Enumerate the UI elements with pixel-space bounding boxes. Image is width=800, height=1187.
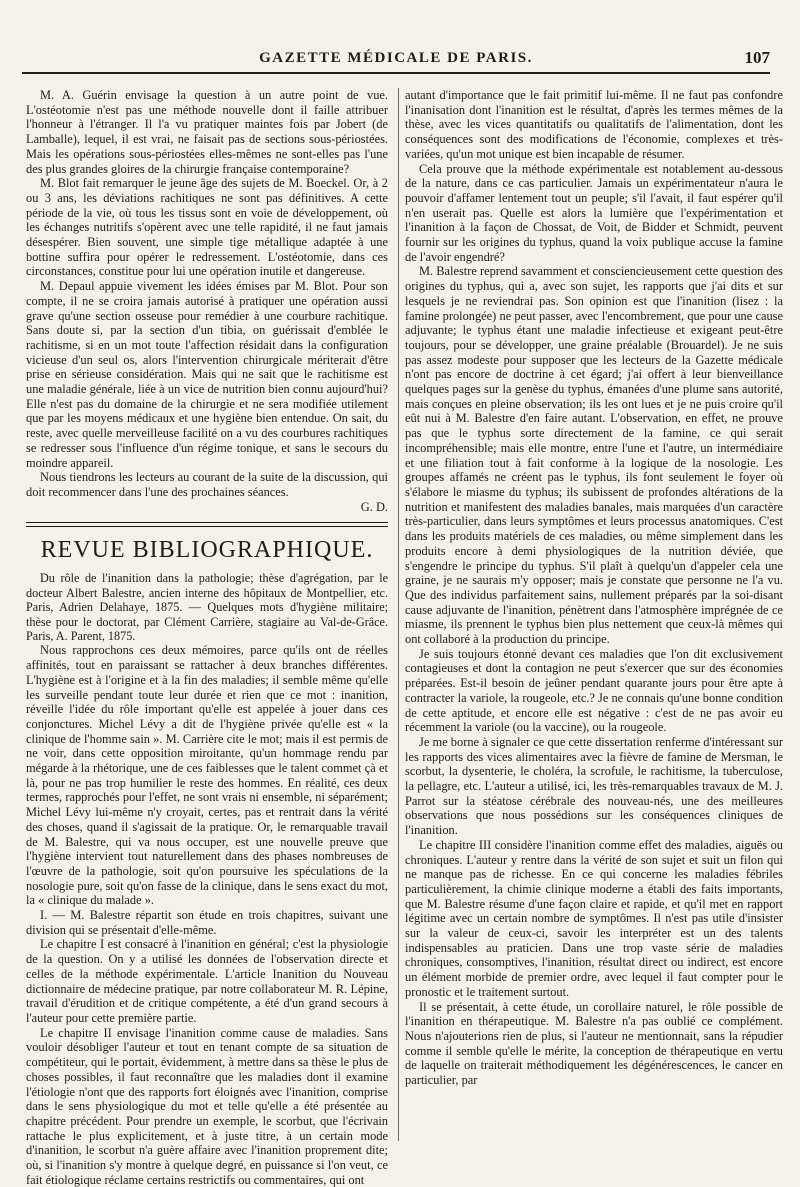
review-paragraph: Je me borne à signaler ce que cette dissertation renferme d'intéressant sur les rapports des vices alimentaires avec la fièvre de famine de Mersman, le scorbut, la dysenterie, le choléra, la scrofule, le rachitisme, la tuberculose, la pellagre, etc. L'auteur a utilisé, ici, les très-remarquables travaux de M. J. Parrot sur la stéatose cérébrale des nouveau-nés, une des meilleures observations que nous possédions sur les conséquences cliniques de l'inanition.: [405, 734, 783, 838]
discussion-paragraph: M. Depaul appuie vivement les idées émises par M. Blot. Pour son compte, il ne se croira jamais autorisé à pratiquer une opération aussi grave qu'une section osseuse pour remédier à une courbure rachitique. Sans doute si, par la section d'un tibia, on guérissait d'emblée le rachitisme, si en un mot toute l'affection résidait dans la configuration vicieuse d'un seul os, alors l'intervention chirurgicale mériterait d'être prise en sérieuse considération. Mais qui ne sait que le rachitisme est une maladie générale, liée à un vice de nutrition bien connu aujourd'hui? Elle n'est pas du domaine de la chirurgie et ne sera modifiée utilement que par les moyens médicaux et une hygiène bien entendue. On sait, du reste, avec quelle merveilleuse facilité on a vu des courbures rachitiques se redresser sous l'influence d'un régime tonique, et sans le secours du moindre appareil.: [26, 279, 388, 470]
review-paragraph: Le chapitre II envisage l'inanition comme cause de maladies. Sans vouloir désobliger l'auteur et tout en tenant compte de sa situation de compétiteur, qui le portait, évidemment, à mettre dans sa thèse le plus de choses possibles, il faut reconnaître que les maladies dont il examine l'étiologie n'ont que des rapports fort éloignés avec l'inanition, comprise dans le sens physiologique du mot et telle qu'elle a été présentée au chapitre précédent. Pour prendre un exemple, le scorbut, que l'écrivain rattache le plus explicitement, et à juste titre, à un certain mode d'inanition, le scorbut n'a guère affaire avec l'inanition proprement dite; où, si l'inanition s'y montre à quelque degré, en puissance si l'on veut, ce fait étiologique réclame certains restrictifs ou commentaires, qui ont: [26, 1025, 388, 1187]
review-paragraph: autant d'importance que le fait primitif lui-même. Il ne faut pas confondre l'inanisation dont l'inanition est le résultat, d'après les termes mêmes de la thèse, avec les vices quantitatifs ou qualitatifs de l'alimentation, dont les conséquences sont des modifications de l'économie, complexes et très-variées, qu'un mot unique est bien incapable de résumer.: [405, 88, 783, 161]
review-paragraph: I. — M. Balestre répartit son étude en trois chapitres, suivant une division qui se présentait d'elle-même.: [26, 908, 388, 937]
signature: G. D.: [360, 499, 388, 514]
review-paragraph: Le chapitre I est consacré à l'inanition en général; c'est la physiologie de la question. On y a utilisé les données de l'observation directe et celles de la méthode expérimentale. L'article Inanition du Nouveau dictionnaire de médecine pratique, par notre collaborateur M. R. Lépine, travail d'érudition et de critique compétente, a été d'un grand secours à l'auteur pour cette première partie.: [26, 937, 388, 1025]
review-paragraph: Je suis toujours étonné devant ces maladies que l'on dit exclusivement contagieuses et dont la contagion ne peut s'exercer que sur des économies préparées. Est-il besoin de jeûner pendant quarante jours pour être apte à contracter la variole, la rougeole, etc.? Je ne connais qu'une bonne condition de cette aptitude, et encore elle est négative : c'est de ne pas avoir eu récemment la variole (ou la vaccine), ou la rougeole.: [405, 646, 783, 735]
section-divider: [26, 522, 388, 523]
review-paragraph: Il se présentait, à cette étude, un corollaire naturel, le rôle possible de l'inanition en thérapeutique. M. Balestre n'a pas oublié ce complément. Nous n'ajouterions rien de plus, si l'auteur ne mentionnait, sans la répudier comme il semble qu'elle le mérite, la conception de thérapeutique en vertu de laquelle on traiterait méthodiquement les dégénérescences, le cancer en particulier, par: [405, 999, 783, 1088]
review-paragraph: M. Balestre reprend savamment et consciencieusement cette question des origines du typhus, qui a, avec son sujet, les rapports que j'ai dits et sur lesquels je ne reviendrai pas. Son opinion est que l'inanition (lisez : la famine prolongée) ne peut passer, avec l'encombrement, que pour une cause adjuvante; le typhus étant une maladie infectieuse et exigeant peut-être toujours, pour se développer, une graine préalable (Brouardel). Je ne suis pas assez modeste pour supposer que les lecteurs de la Gazette médicale n'ont pas encore de doctrine à cet égard; j'ai offert à leur bienveillance quelques pages sur la genèse du typhus, émanées d'une plume sans autorité, mais conçues en pleine observation; ils les ont lues et je ne puis croire qu'il eût nui à M. Balestre d'en faire autant. L'observation, en effet, ne prouve pas que le typhus sorte directement de la famine, ce qui serait incompréhensible; mais elle montre, entre l'une et l'autre, un intermédiaire et une filiation tout à fait conforme à la logique de la nosologie. Les groupes affamés ne créent pas le typhus, ils font seulement le foyer où s'élabore le miasme du typhus; ils subissent de profondes altérations de la nutrition et manifestent des maladies banales, mais marquées d'un caractère très-particulier, dans leurs symptômes et leurs processus anatomiques. C'est dans les produits matériels de ces maladies, ou même simplement dans les produits encore à demi physiologiques de la nutrition déviée, que s'engendre le principe du typhus. S'il plaît à quelqu'un d'appeler cela une graine, je ne saurais m'y opposer; mais je constate que personne ne l'a vu. Que des individus parfaitement sains, nullement préparés par la soi-disant cause adjuvante de l'inanition, pénètrent dans l'atmosphère imprégnée de ce miasme, ils prennent le typhus bien plus nettement que ceux-là mêmes qui ont collaboré à la production du principe.: [405, 264, 783, 647]
left-column: [26, 88, 388, 1187]
page-header: [22, 50, 770, 74]
discussion-paragraph: M. Blot fait remarquer le jeune âge des sujets de M. Boeckel. Or, à 2 ou 3 ans, les déviations rachitiques ne sont pas définitives. A cette période de la vie, où tous les tissus sont en voie de développement, où les échanges nutritifs s'opèrent avec une telle rapidité, il ne faut jamais désespérer. Bien souvent, une simple tige métallique adaptée à une bottine suffira pour opérer le redressement. L'ostéotomie, dans ces circonstances, constitue pour lui une opération inutile et dangereuse.: [26, 176, 388, 279]
page-number: 107: [744, 48, 770, 67]
review-paragraph: Cela prouve que la méthode expérimentale est notablement au-dessous de la nature, dans ce cas particulier. Jamais un expérimentateur n'aura le pouvoir d'affamer lentement tout un peuple; s'il l'avait, il faut espérer qu'il n'en userait pas. Quelle est alors la lumière que l'expérimentation et l'inanition à la façon de Chossat, de Voit, de Bidder et Schmidt, peuvent fournir sur les origines du typhus, quand la voix publique accuse la famine de l'avoir engendré?: [405, 161, 783, 264]
section-title: REVUE BIBLIOGRAPHIQUE.: [40, 537, 374, 564]
discussion-paragraph: Nous tiendrons les lecteurs au courant de la suite de la discussion, qui doit recommencer dans l'une des prochaines séances.: [26, 470, 388, 499]
review-paragraph: Le chapitre III considère l'inanition comme effet des maladies, aiguës ou chroniques. L'auteur y rentre dans la vérité de son sujet et suit un filon qui ne manque pas de richesse. En ce qui concerne les maladies fébriles particulièrement, la chimie clinique moderne a établi des faits importants, que M. Balestre résume d'une façon claire et rapide, et qu'il met en rapport légitime avec un certain nombre de symptômes. Il n'est pas utile d'insister sur la valeur de ceux-ci, savoir les interpréter est un des talents indispensables au praticien. Dans une trop vaste série de maladies chroniques, consomptives, l'inanition, résultat direct ou indirect, est encore un élément morbide de premier ordre, avec lequel il faut compter pour le pronostic et le traitement surtout.: [405, 837, 783, 999]
right-column: [398, 88, 783, 1141]
review-paragraph: Nous rapprochons ces deux mémoires, parce qu'ils ont de réelles affinités, tout en paraissant se rattacher à deux branches différentes. L'hygiène est à l'origine et à la fin des maladies; il semble même qu'elle les surveille pendant toute leur durée et rien que ce mot : inanition, réveille l'idée du rôle important qu'elle est appelée à jouer dans ces conjonctures. Michel Lévy a dit de l'hygiène privée qu'elle est « la clinique de l'homme sain ». M. Carrière cite le mot; mais il est permis de ne voir, dans cette opposition miroitante, qu'un hommage rendu par mégarde à la rhétorique, une de ces faiblesses que le talent commet çà et là, pour ne pas trop humilier le reste des hommes. En réalité, ces deux termes, rapprochés pour l'effet, ne sont vrais ni ensemble, ni séparément; Michel Lévy lui-même n'y croyait, certes, pas et rentrait dans la vérité des choses, quand il s'agissait de la pratique. Or, le remarquable travail de M. Balestre, qui va nous occuper, est une nouvelle preuve que l'hygiène intervient tout naturellement dans des phases nombreuses de l'œuvre de la pathologie, soit qu'on poursuive les spéculations de la nosologie pure, soit qu'on fasse de la clinique, dans le sens exact du mot, la « clinique du malade ».: [26, 643, 388, 908]
section-divider: [26, 526, 388, 527]
bibliographic-citation: Du rôle de l'inanition dans la pathologie; thèse d'agrégation, par le docteur Albert Balestre, ancien interne des hôpitaux de Montpellier, etc. Paris, Adrien Delahaye, 1875. — Quelques mots d'hygiène militaire; thèse pour le doctorat, par Clément Carrière, stagiaire au Val-de-Grâce. Paris, A. Parent, 1875.: [26, 571, 388, 644]
journal-title: GAZETTE MÉDICALE DE PARIS.: [259, 50, 533, 66]
discussion-paragraph: M. A. Guérin envisage la question à un autre point de vue. L'ostéotomie n'est pas une méthode nouvelle dont il faille attribuer l'honneur à l'étranger. Il l'a vu pratiquer maintes fois par Jobert (de Lamballe), lequel, il est vrai, ne faisait pas de sections sous-périostées. Mais les opérations sous-périostées elles-mêmes ne sont-elles pas l'une des plus grandes gloires de la chirurgie française contemporaine?: [26, 88, 388, 176]
